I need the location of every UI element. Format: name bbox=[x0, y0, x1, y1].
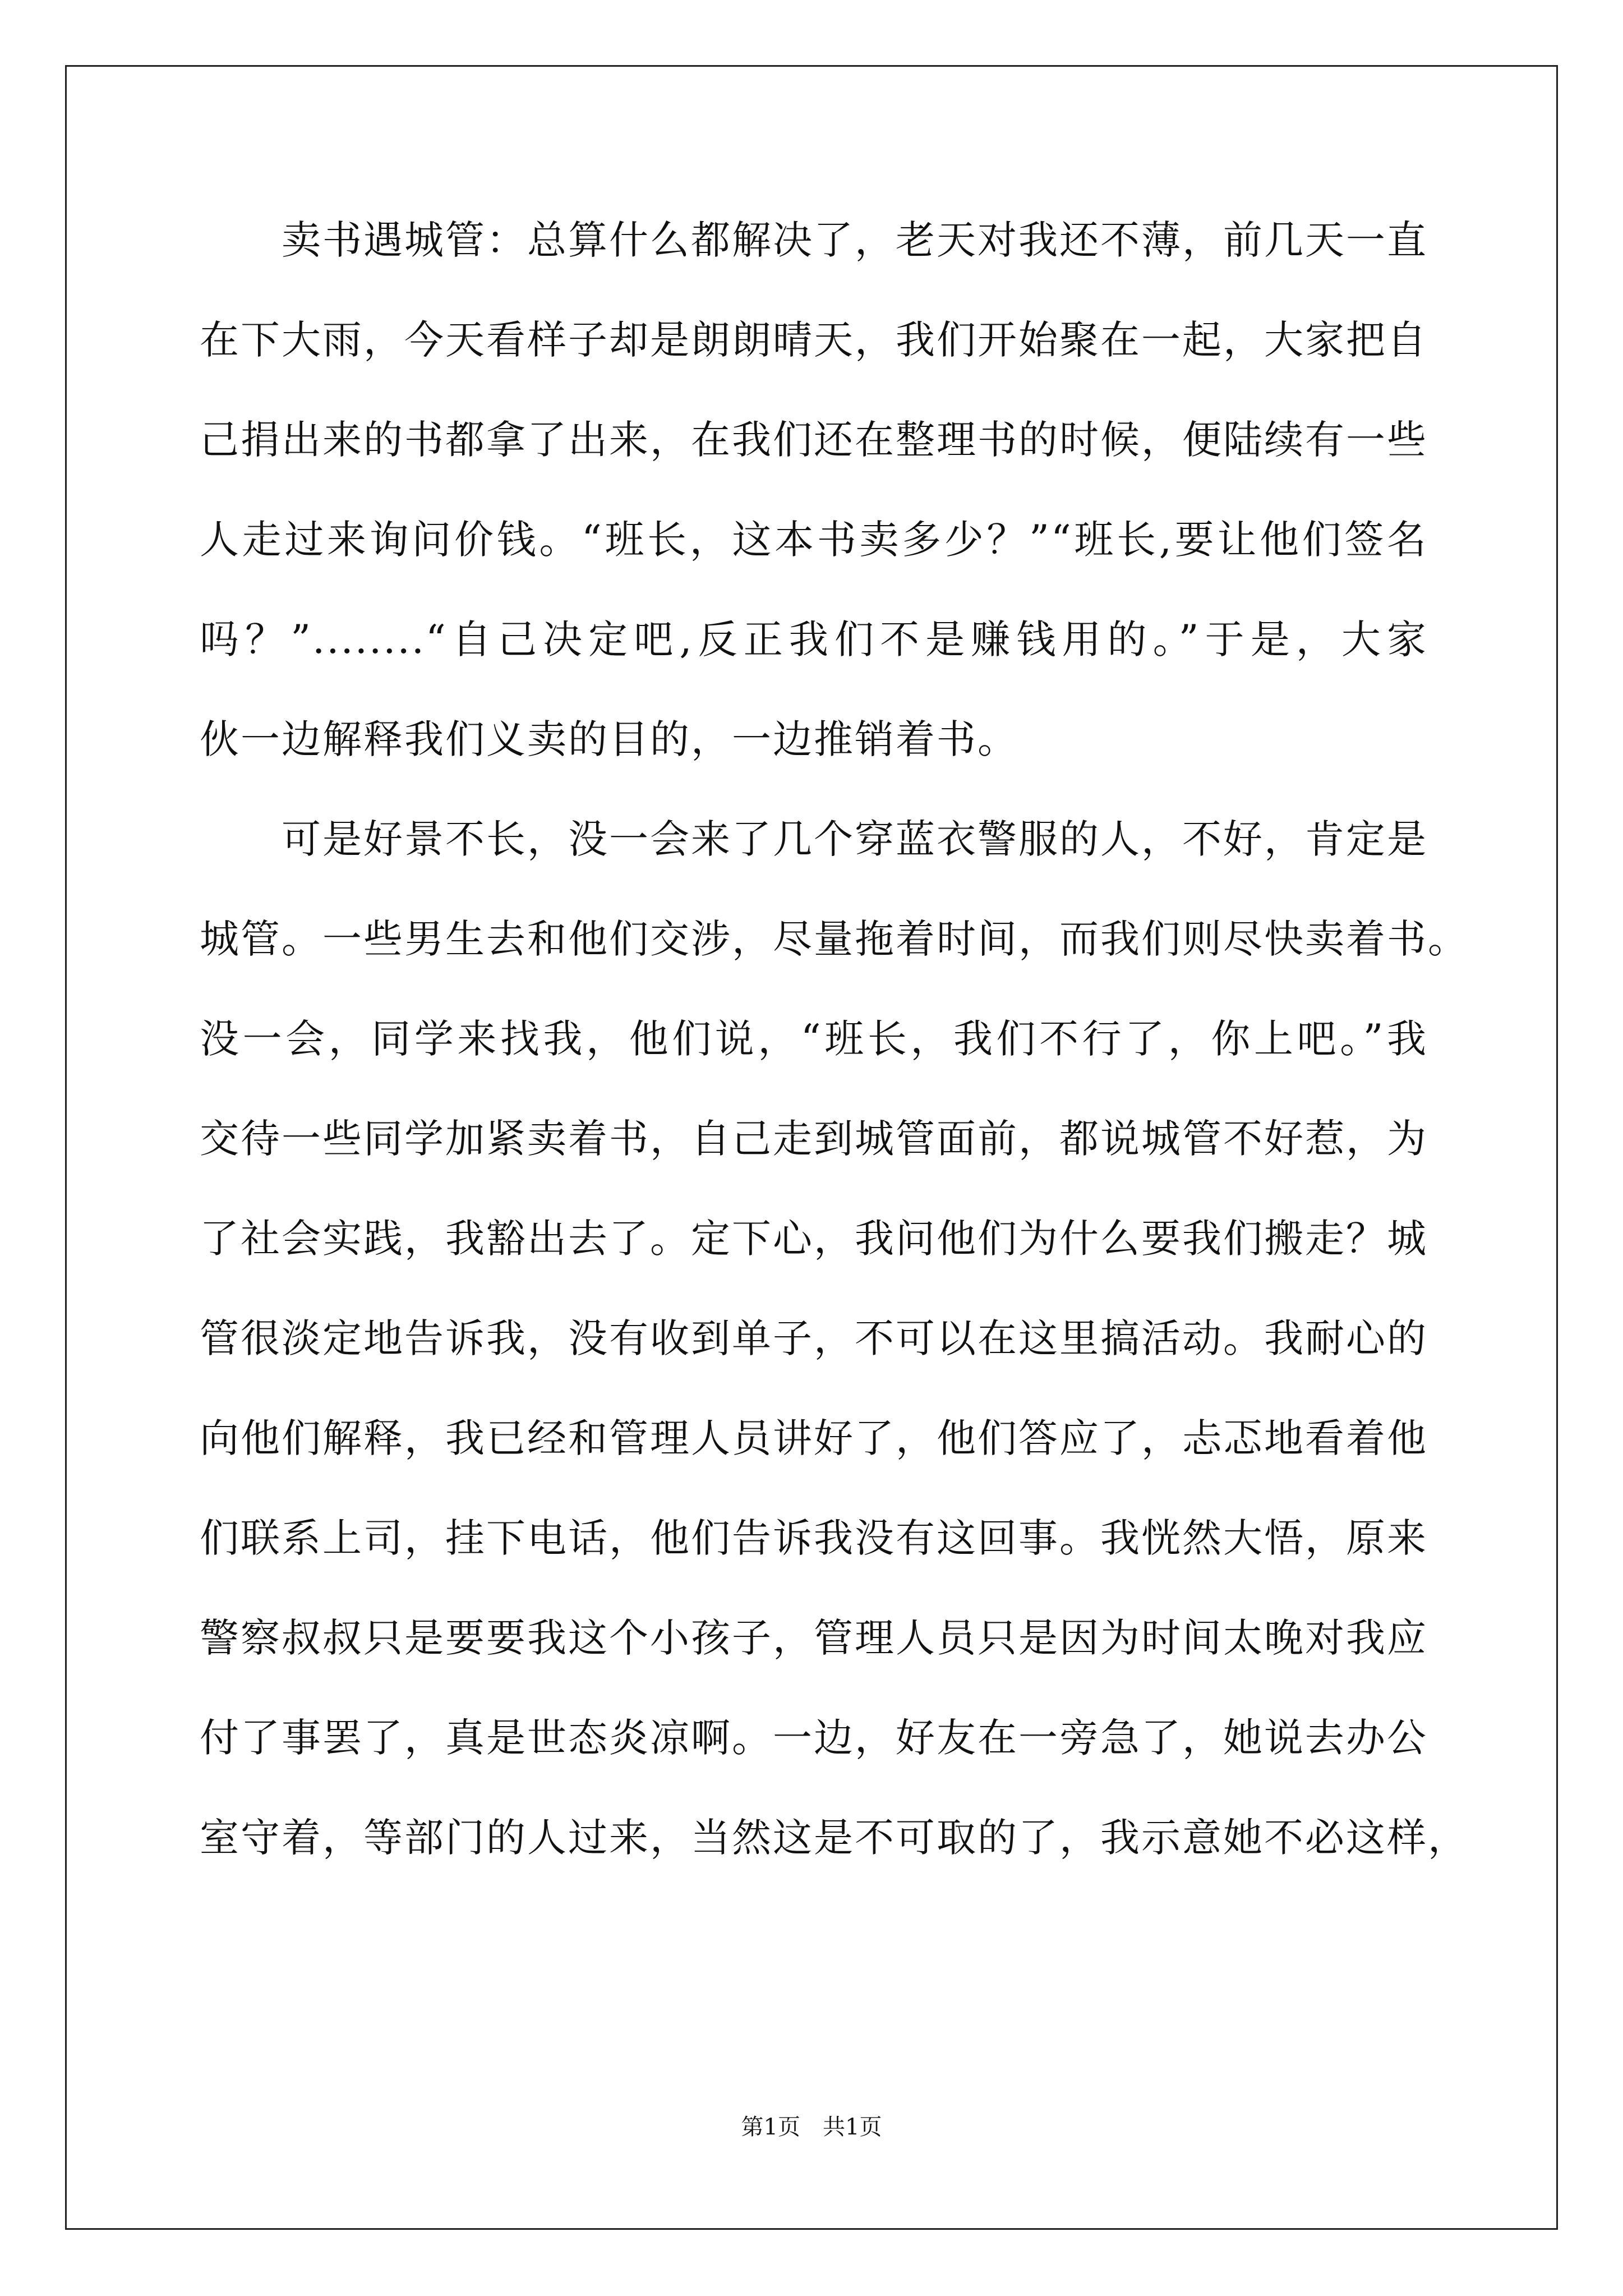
paragraph-line: 伙一边解释我们义卖的目的，一边推销着书。 bbox=[200, 716, 1018, 762]
paragraph-2 bbox=[200, 812, 1469, 1911]
paragraph-line: 们联系上司，挂下电话，他们告诉我没有这回事。我恍然大悟，原来 bbox=[200, 1515, 1428, 1561]
paragraph-line: 向他们解释，我已经和管理人员讲好了，他们答应了，忐忑地看着他 bbox=[200, 1415, 1428, 1461]
paragraph-1 bbox=[200, 213, 1428, 812]
paragraph-line: 卖书遇城管：总算什么都解决了，老天对我还不薄，前几天一直 bbox=[282, 217, 1428, 263]
paragraph-line: 付了事罢了，真是世态炎凉啊。一边，好友在一旁急了，她说去办公 bbox=[200, 1715, 1428, 1761]
paragraph-line: 没一会，同学来找我，他们说，“班长，我们不行了，你上吧。”我 bbox=[200, 1016, 1428, 1062]
paragraph-line: 在下大雨，今天看样子却是朗朗晴天，我们开始聚在一起，大家把自 bbox=[200, 317, 1428, 363]
paragraph-line: 己捐出来的书都拿了出来，在我们还在整理书的时候，便陆续有一些 bbox=[200, 417, 1428, 463]
paragraph-line: 管很淡定地告诉我，没有收到单子，不可以在这里搞活动。我耐心的 bbox=[200, 1315, 1428, 1361]
paragraph-line: 了社会实践，我豁出去了。定下心，我问他们为什么要我们搬走？城 bbox=[200, 1216, 1428, 1262]
paragraph-line: 吗？”........“自己决定吧,反正我们不是赚钱用的。”于是，大家 bbox=[200, 616, 1428, 662]
page-footer: 第1页 共1页 bbox=[741, 2114, 882, 2140]
paragraph-line: 室守着，等部门的人过来，当然这是不可取的了，我示意她不必这样， bbox=[200, 1815, 1469, 1861]
paragraph-line: 交待一些同学加紧卖着书，自己走到城管面前，都说城管不好惹，为 bbox=[200, 1116, 1428, 1162]
document-body bbox=[200, 213, 1469, 1911]
paragraph-line: 警察叔叔只是要要我这个小孩子，管理人员只是因为时间太晚对我应 bbox=[200, 1615, 1428, 1661]
paragraph-line: 可是好景不长，没一会来了几个穿蓝衣警服的人，不好，肯定是 bbox=[282, 816, 1428, 862]
paragraph-line: 人走过来询问价钱。“班长，这本书卖多少？”“班长,要让他们签名 bbox=[200, 517, 1428, 563]
paragraph-line: 城管。一些男生去和他们交涉，尽量拖着时间，而我们则尽快卖着书。 bbox=[200, 916, 1469, 962]
